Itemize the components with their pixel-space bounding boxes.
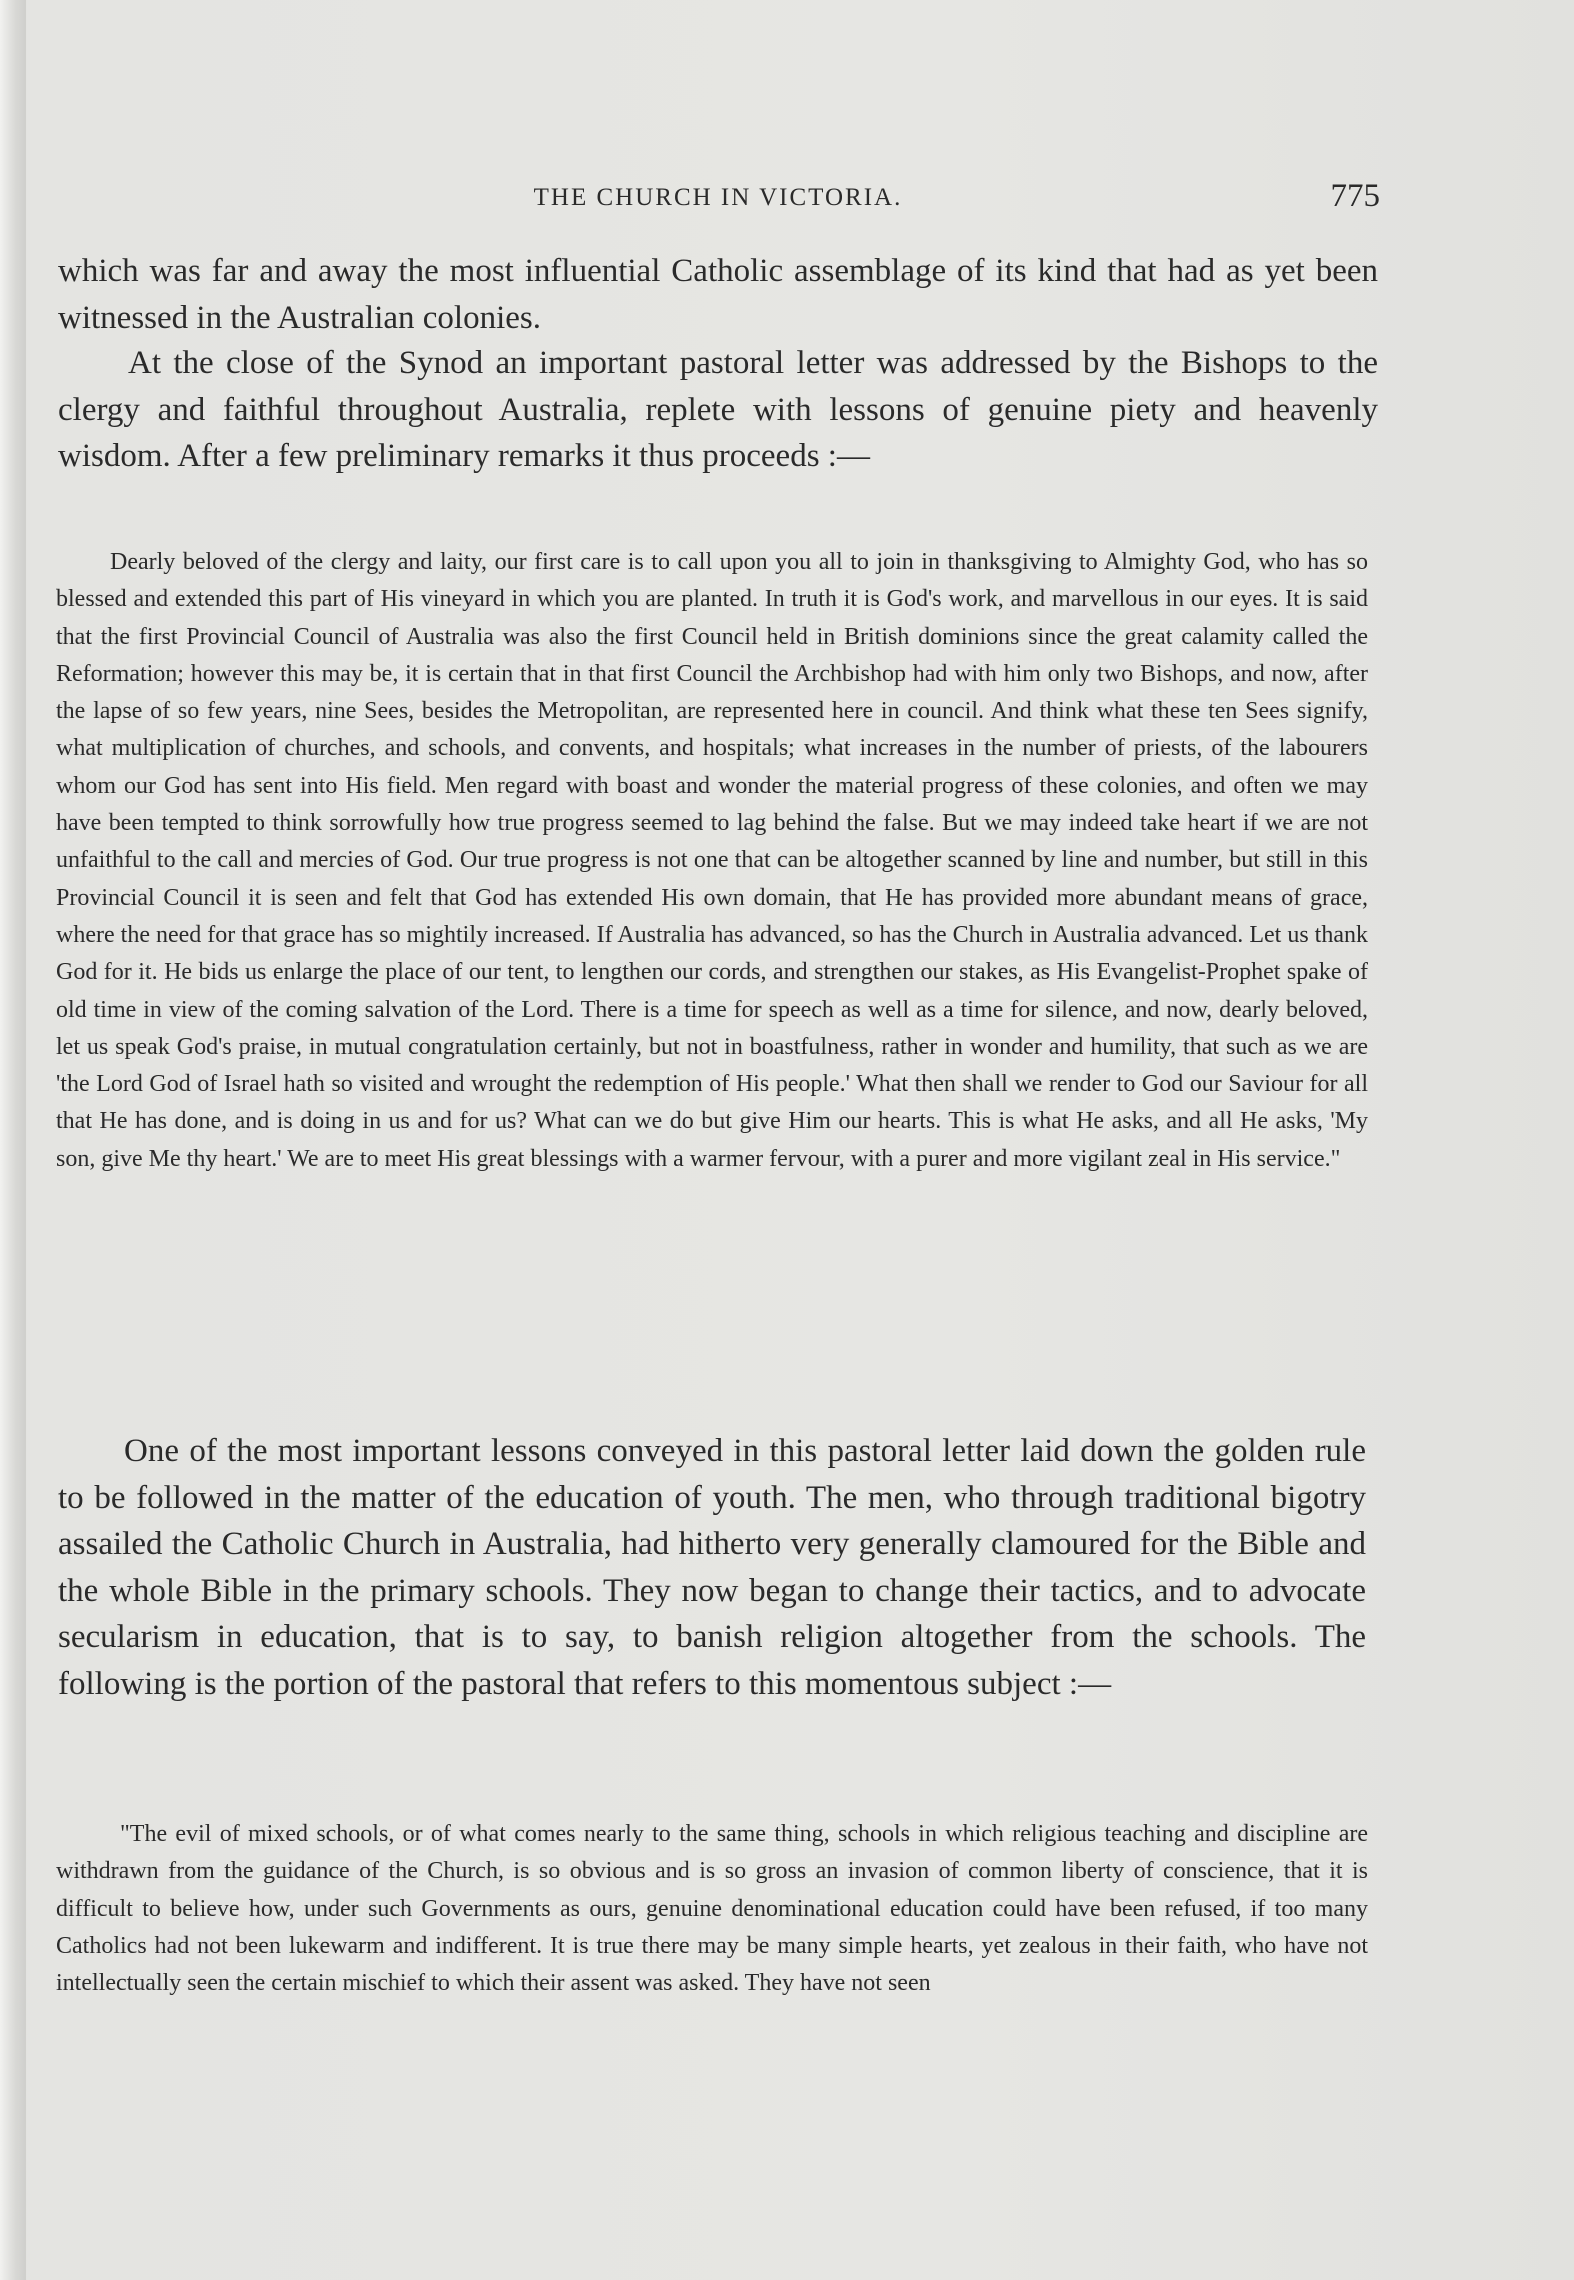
quote-pastoral-letter: Dearly beloved of the clergy and laity, our first care is to call upon you all to join in thanksgiving to Almighty God, who has so blessed and extended this part of His vineyard in which you are planted. In truth it is God's work, and marvellous in our eyes. It is said that the first Provincial Council of Australia was also the first Council held in British dominions since the great calamity called the Reformation; however this may be, it is certain that in that first Council the Archbishop had with him only two Bishops, and now, after the lapse of so few years, nine Sees, besides the Metropolitan, are represented here in council. And think what these ten Sees signify, what multiplication of churches, and schools, and convents, and hospitals; what increases in the number of priests, of the labourers whom our God has sent into His field. Men regard with boast and wonder the material progress of these colonies, and often we may have been tempted to think sorrowfully how true progress seemed to lag behind the false. But we may indeed take heart if we are not unfaithful to the call and mercies of God. Our true progress is not one that can be altogether scanned by line and number, but still in this Provincial Council it is seen and felt that God has extended His own domain, that He has provided more abundant means of grace, where the need for that grace has so mightily increased. If Australia has advanced, so has the Church in Australia advanced. Let us thank God for it. He bids us enlarge the place of our tent, to lengthen our cords, and strengthen our stakes, as His Evangelist-Prophet spake of old time in view of the coming salvation of the Lord. There is a time for speech as well as a time for silence, and now, dearly beloved, let us speak God's praise, in mutual congratulation certainly, but not in boastfulness, rather in wonder and humility, that such as we are 'the Lord God of Israel hath so visited and wrought the redemption of His people.' What then shall we render to God our Saviour for all that He has done, and is doing in us and for us? What can we do but give Him our hearts. This is what He asks, and all He asks, 'My son, give Me thy heart.' We are to meet His great blessings with a warmer fervour, with a purer and more vigilant zeal in His service." bbox=[56, 549, 1368, 1172]
page-number: 775 bbox=[1330, 178, 1380, 214]
paragraph-education: One of the most important lessons conveyed in this pastoral letter laid down the golden rule to be followed in the matter of the education of youth. The men, who through traditional bigotry assailed the Catholic Church in Australia, had hitherto very generally clamoured for the Bible and the whole Bible in the primary schools. They now began to change their tactics, and to advocate secularism in education, that is to say, to banish religion altogether from the schools. The following is the portion of the pastoral that refers to this momentous subject :— bbox=[58, 1433, 1366, 1702]
paragraph-continuation: which was far and away the most influential Catholic assemblage of its kind that had as yet been witnessed in the Australian colonies. bbox=[58, 253, 1378, 336]
page-gutter bbox=[0, 0, 26, 2280]
running-title: THE CHURCH IN VICTORIA. bbox=[533, 184, 903, 211]
quote-mixed-schools: "The evil of mixed schools, or of what comes nearly to the same thing, schools in which religious teaching and discipline are withdrawn from the guidance of the Church, is so obvious and is so gross an invasion of common liberty of conscience, that it is difficult to believe how, under such Governments as ours, genuine denominational education could have been refused, if too many Catholics had not been lukewarm and indifferent. It is true there may be many simple hearts, yet zealous in their faith, who have not intellectually seen the certain mischief to which their assent was asked. They have not seen bbox=[56, 1821, 1368, 1997]
paragraph-synod-letter: At the close of the Synod an important pastoral letter was addressed by the Bishops to the clergy and faithful throughout Australia, replete with lessons of genuine piety and heavenly wisdom. After a few preliminary remarks it thus proceeds :— bbox=[58, 345, 1378, 474]
running-header bbox=[56, 178, 1380, 222]
